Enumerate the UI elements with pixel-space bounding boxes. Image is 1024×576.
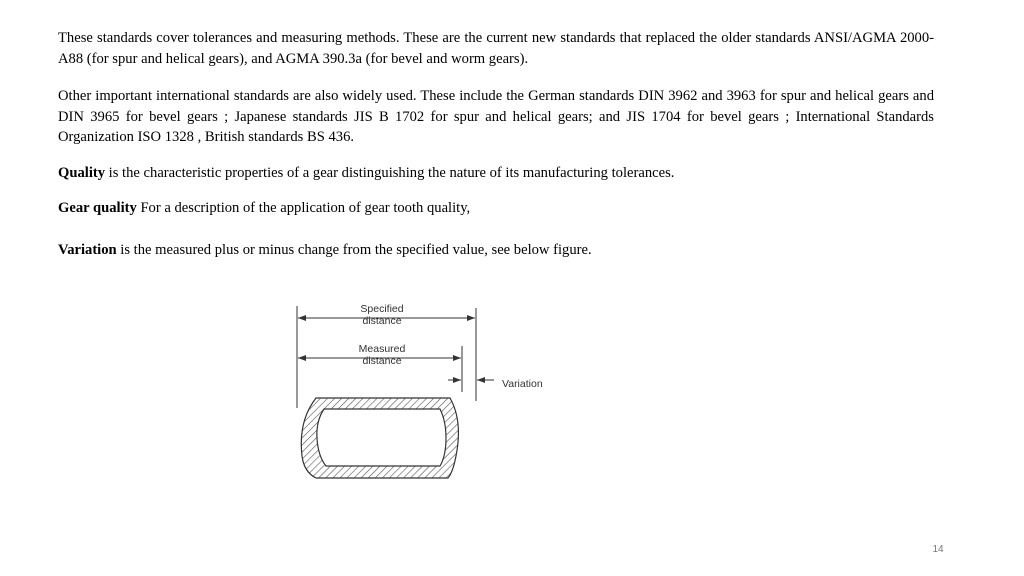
measured-label-line1: Measured (358, 343, 406, 355)
tooth-cross-section (301, 398, 458, 478)
specified-label-line2: distance (362, 315, 402, 327)
measured-left-arrow (298, 355, 306, 361)
specified-left-arrow (298, 315, 306, 321)
standards-intro-paragraph: These standards cover tolerances and measuring methods. These are the current new standards that replaced the older standards ANSI/AGMA 2000- A88 (for spur and helical gears), and AGMA 390.3a (for bevel and worm gears). (58, 30, 934, 67)
variation-text: is the measured plus or minus change from the specified value, see below figure. (116, 242, 592, 258)
variation-diagram (288, 296, 560, 492)
measured-label-line2: distance (362, 355, 402, 367)
gear-quality-definition (58, 198, 934, 219)
gear-quality-text: For a description of the application of gear tooth quality, (136, 200, 471, 216)
international-standards-paragraph: Other important international standards are also widely used. These include the German standards DIN 3962 and 3963 for spur and helical gears and DIN 3965 for bevel gears ; Japanese standards JIS B 1702 for spur and helical gears; and JIS 1704 for bevel gears ; International Standards Organization ISO 1328 , British standards BS 436. (58, 88, 934, 145)
gear-quality-term: Gear quality (58, 200, 137, 216)
variation-label: Variation (502, 378, 543, 390)
page-number: 14 (932, 544, 944, 555)
variation-definition (58, 240, 934, 261)
specified-label-line1: Specified (360, 303, 404, 315)
quality-text: is the characteristic properties of a gear distinguishing the nature of its manufacturing tolerances. (105, 165, 675, 181)
variation-term: Variation (58, 242, 117, 258)
quality-term: Quality (58, 165, 106, 181)
quality-definition (58, 163, 934, 184)
